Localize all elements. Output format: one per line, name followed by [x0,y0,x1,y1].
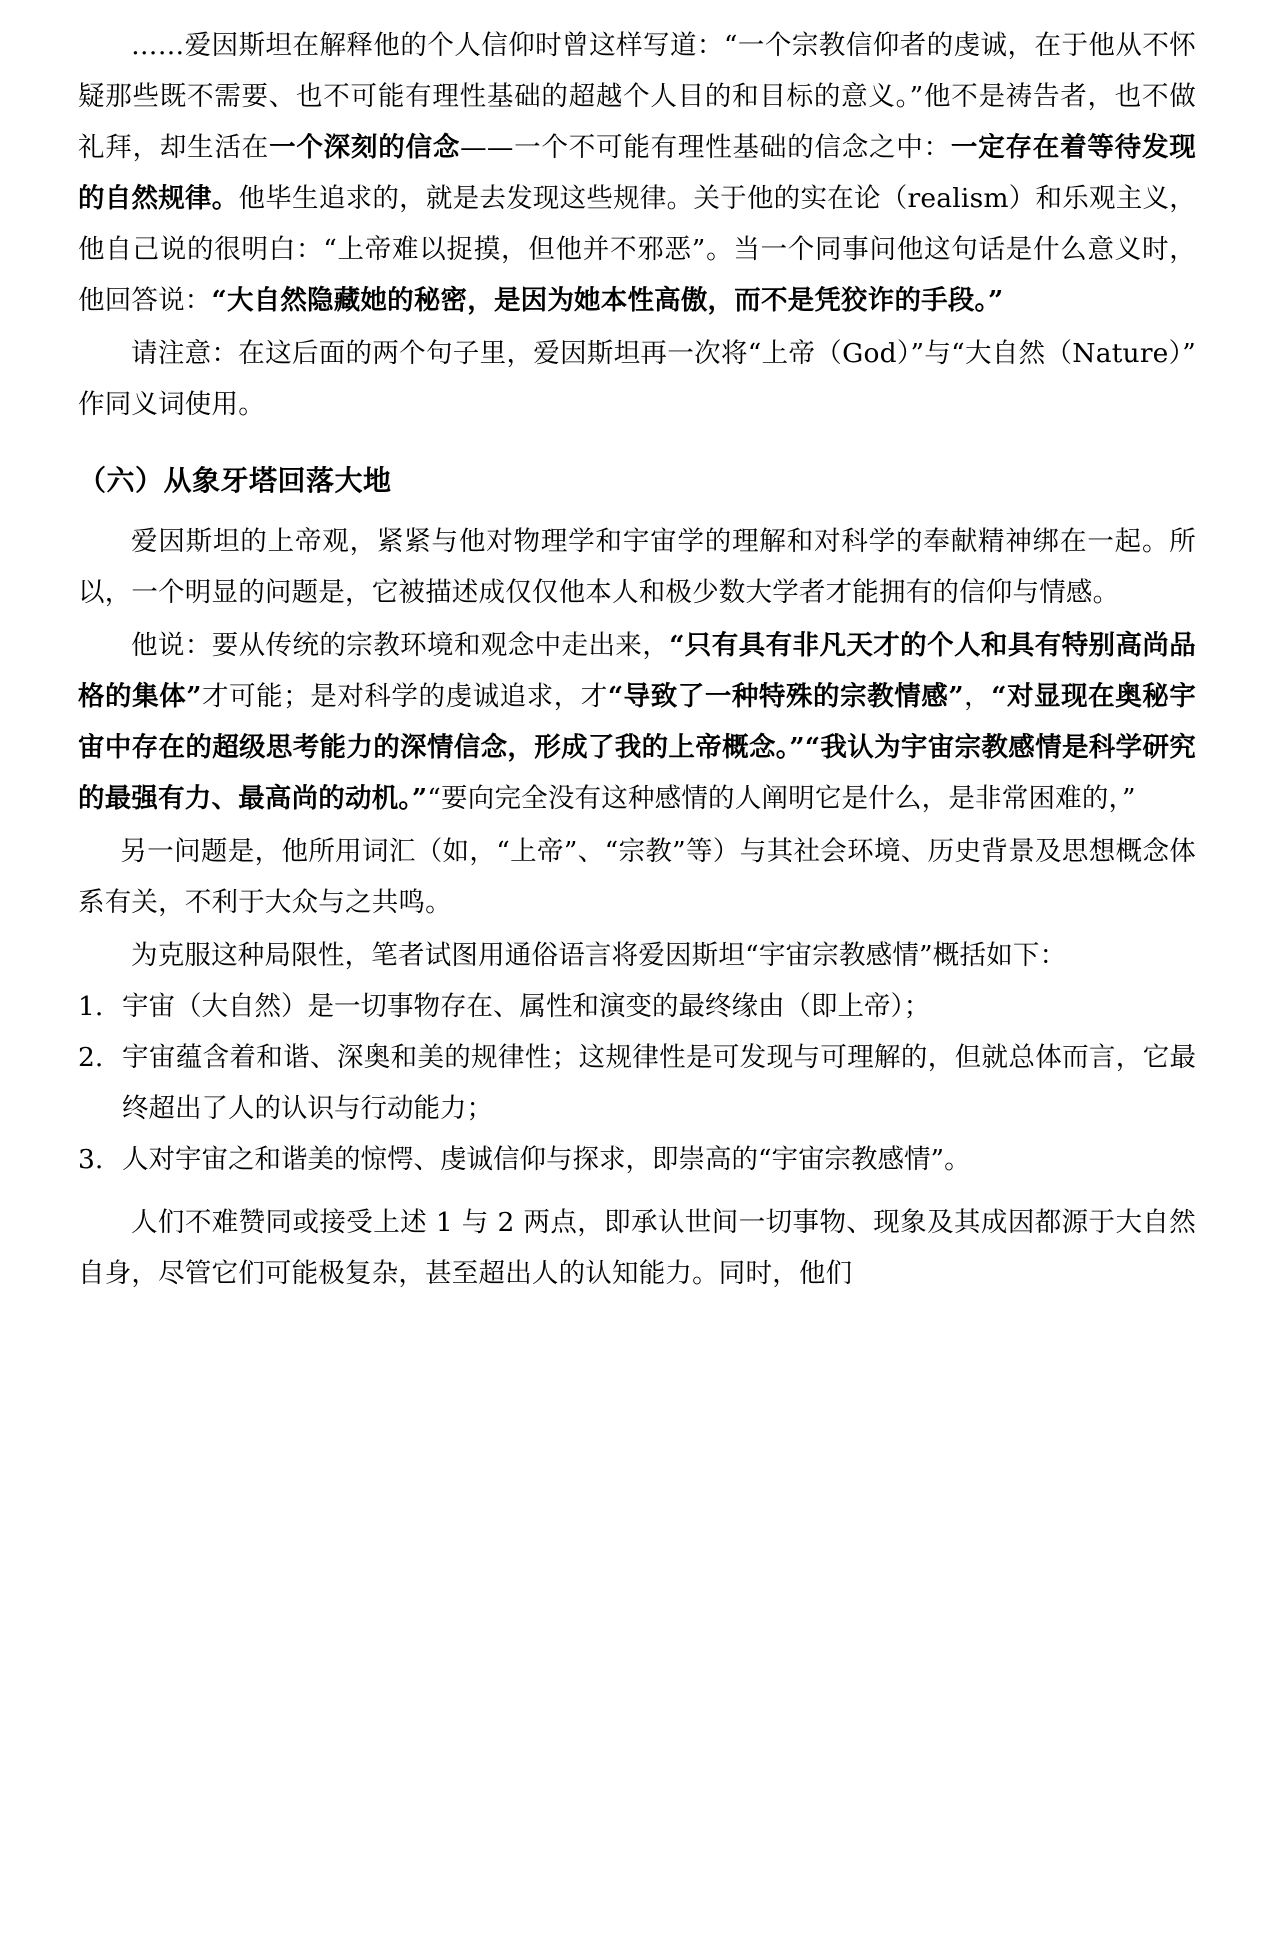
numbered-list [78,981,1196,1185]
emphasis-text: 一定存在着等待发现的自然规律。 [78,132,1196,214]
list-item-number: 1. [78,991,104,1022]
body-text: ……爱因斯坦在解释他的个人信仰时曾这样写道：“一个宗教信仰者的虔诚，在于他从不怀疑那些既不需要、也不可能有理性基础的超越个人目的和目标的意义。”他不是祷告者，也不做礼拜，却生活在 [78,30,1196,163]
list-item [78,1134,1196,1185]
list-item-text: 宇宙蕴含着和谐、深奥和美的规律性；这规律性是可发现与可理解的，但就总体而言，它最终超出了人的认识与行动能力； [122,1042,1196,1124]
section-heading: （六）从象牙塔回落大地 [78,464,392,497]
emphasis-text: “只有具有非凡天才的个人和具有特别高尚品格的集体” [78,630,1196,712]
body-text: 另一问题是，他所用词汇（如，“上帝”、“宗教”等）与其社会环境、历史背景及思想概念体系有关，不利于大众与之共鸣。 [78,836,1196,918]
paragraph-2 [78,328,1196,430]
body-text: 才可能；是对科学的虔诚追求，才 [201,681,608,712]
list-item-text: 人对宇宙之和谐美的惊愕、虔诚信仰与探求，即崇高的“宇宙宗教感情”。 [122,1144,971,1175]
paragraph-1 [78,20,1196,326]
paragraph-5 [78,826,1196,928]
paragraph-3 [78,516,1196,618]
body-text: 爱因斯坦的上帝观，紧紧与他对物理学和宇宙学的理解和对科学的奉献精神绑在一起。所以，一个明显的问题是，它被描述成仅仅他本人和极少数大学者才能拥有的信仰与情感。 [78,526,1196,608]
paragraph-6 [78,930,1196,981]
body-text: “要向完全没有这种感情的人阐明它是什么，是非常困难的，” [427,783,1136,814]
list-item [78,981,1196,1032]
body-text: 他说：要从传统的宗教环境和观念中走出来， [131,630,670,661]
emphasis-text: 一个深刻的信念 [269,132,461,163]
list-item [78,1032,1196,1134]
emphasis-text: “导致了一种特殊的宗教情感” [607,681,964,712]
body-text: 他毕生追求的，就是去发现这些规律。关于他的实在论（realism）和乐观主义，他自己说的很明白：“上帝难以捉摸，但他并不邪恶”。当一个同事问他这句话是什么意义时，他回答说： [78,183,1196,316]
paragraph-4 [78,620,1196,824]
emphasis-text: “大自然隐藏她的秘密，是因为她本性高傲，而不是凭狡诈的手段。” [211,285,1004,316]
body-text: ——一个不可能有理性基础的信念之中： [460,132,951,163]
body-text: 为克服这种局限性，笔者试图用通俗语言将爱因斯坦“宇宙宗教感情”概括如下： [131,940,1067,971]
body-text: ， [963,681,992,712]
body-text: 请注意：在这后面的两个句子里，爱因斯坦再一次将“上帝（God）”与“大自然（Nature）”作同义词使用。 [78,338,1196,420]
list-item-number: 2. [78,1042,104,1073]
emphasis-text: “对显现在奥秘宇宙中存在的超级思考能力的深情信念，形成了我的上帝概念。”“我认为宇宙宗教感情是科学研究的最强有力、最高尚的动机。” [78,681,1197,814]
list-item-text: 宇宙（大自然）是一切事物存在、属性和演变的最终缘由（即上帝）； [122,991,931,1022]
list-item-number: 3. [78,1144,104,1175]
body-text: 人们不难赞同或接受上述 1 与 2 两点，即承认世间一切事物、现象及其成因都源于大自然自身，尽管它们可能极复杂，甚至超出人的认知能力。同时，他们 [78,1207,1196,1289]
paragraph-7 [78,1197,1196,1299]
